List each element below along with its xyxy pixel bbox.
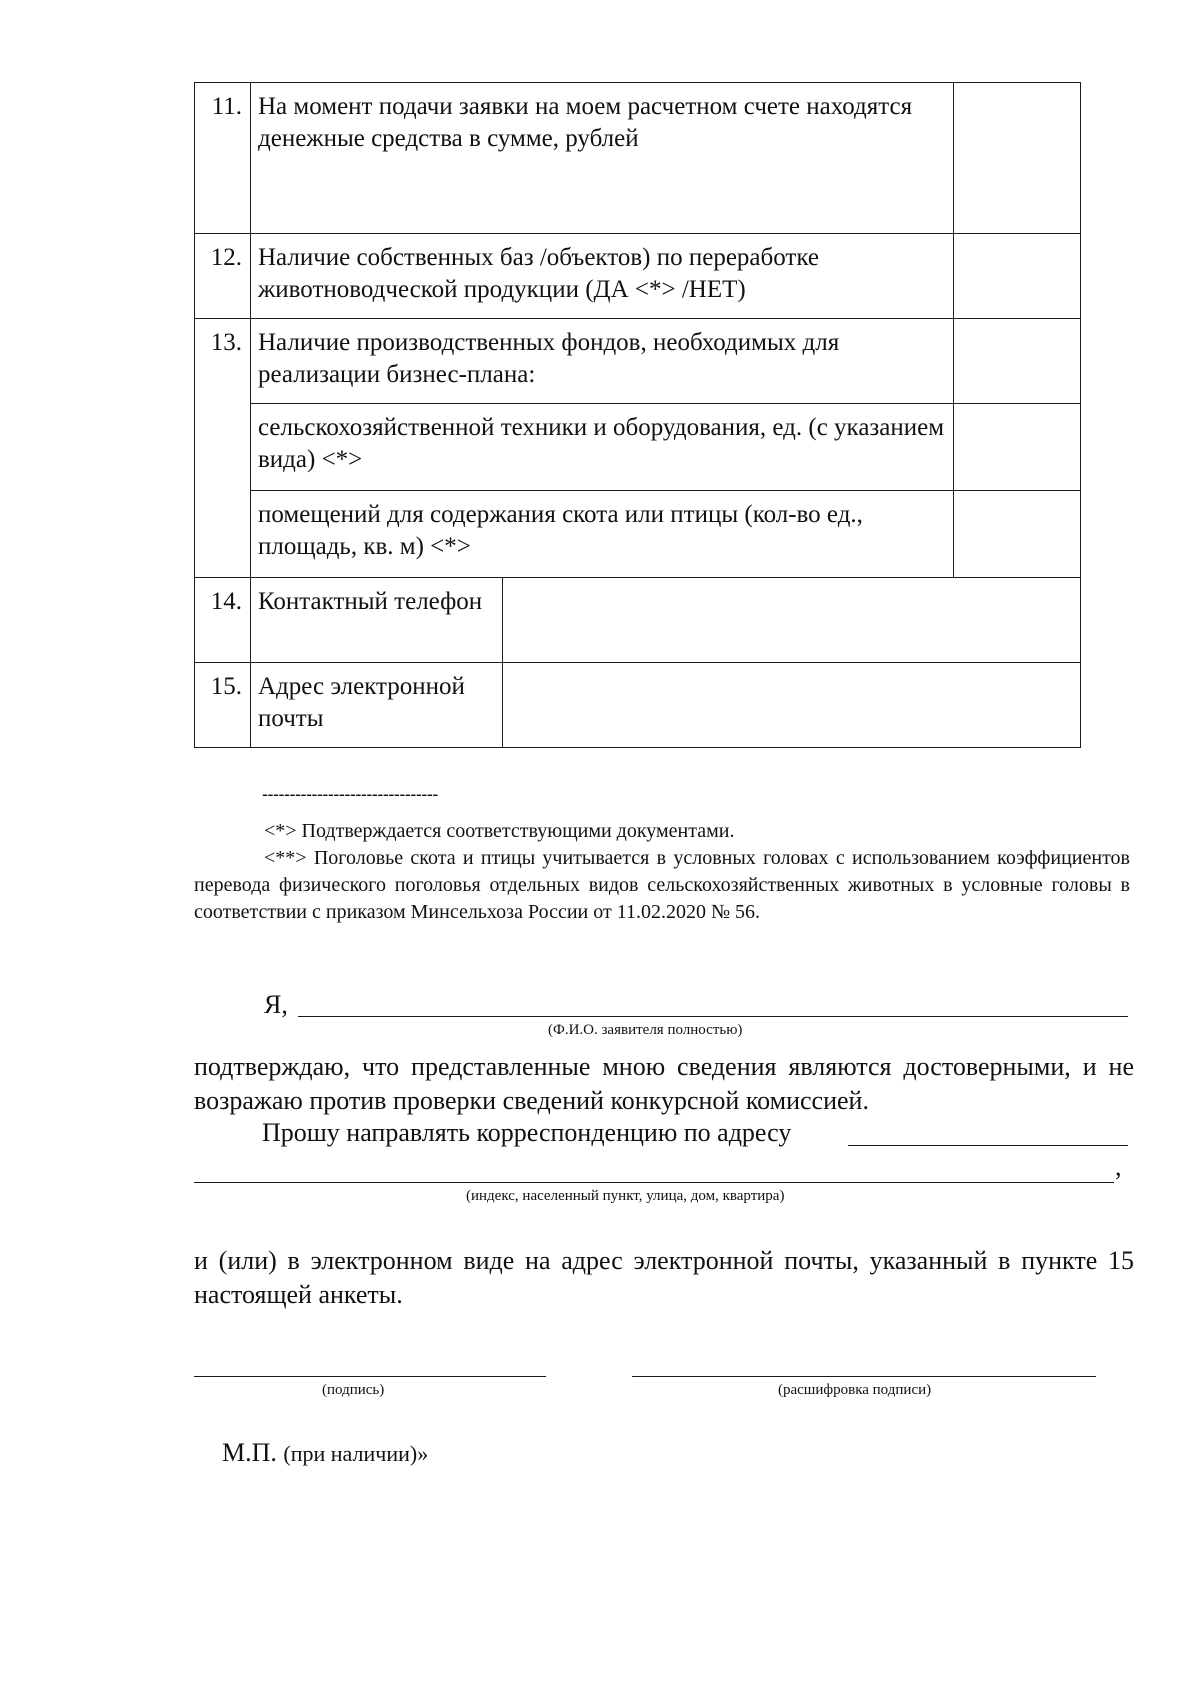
row-label: На момент подачи заявки на моем расчетном счете находятся денежные средства в сумме, рублей xyxy=(251,83,954,234)
fio-line[interactable] xyxy=(298,1016,1128,1017)
signature-decode-caption: (расшифровка подписи) xyxy=(778,1382,932,1398)
answer-cell[interactable] xyxy=(954,83,1081,234)
footnotes xyxy=(194,818,1130,926)
fio-caption: (Ф.И.О. заявителя полностью) xyxy=(548,1022,743,1038)
email-text: и (или) в электронном виде на адрес электронной почты, указанный в пункте 15 настоящей анкеты. xyxy=(194,1246,1134,1309)
answer-cell[interactable] xyxy=(954,404,1081,491)
confirm-text xyxy=(194,1050,1134,1118)
footnote-separator: -------------------------------- xyxy=(262,784,438,804)
declaration-ya: Я, xyxy=(264,990,288,1019)
row-label: помещений для содержания скота или птицы (кол-во ед., площадь, кв. м) <*> xyxy=(251,491,954,578)
stamp-mp: М.П. xyxy=(222,1438,277,1467)
request-text: Прошу направлять корреспонденцию по адресу xyxy=(262,1118,792,1147)
signature-decode-line[interactable] xyxy=(632,1376,1096,1377)
address-caption: (индекс, населенный пункт, улица, дом, квартира) xyxy=(466,1188,785,1204)
row-label: сельскохозяйственной техники и оборудования, ед. (с указанием вида) <*> xyxy=(251,404,954,491)
footnote-2: <**> Поголовье скота и птицы учитывается в условных головах с использованием коэффициентов перевода физического поголовья отдельных видов сельскохозяйственных животных в условные головы в соответствии с приказом Минсельхоза России от 11.02.2020 № 56. xyxy=(194,847,1130,923)
footnote-1: <*> Подтверждается соответствующими документами. xyxy=(264,820,735,842)
table-row xyxy=(195,578,1081,663)
signature-line[interactable] xyxy=(194,1376,546,1377)
signature-caption: (подпись) xyxy=(322,1382,385,1398)
table-row xyxy=(195,83,1081,234)
address-line-1[interactable] xyxy=(848,1145,1128,1146)
answer-cell[interactable] xyxy=(954,234,1081,319)
row-number: 14. xyxy=(195,578,251,663)
row-label: Наличие собственных баз /объектов) по переработке животноводческой продукции (ДА <*> /НЕТ) xyxy=(251,234,954,319)
questionnaire-table xyxy=(194,82,1081,748)
row-label: Наличие производственных фондов, необходимых для реализации бизнес-плана: xyxy=(251,319,954,404)
answer-cell[interactable] xyxy=(954,319,1081,404)
row-label: Контактный телефон xyxy=(251,578,503,663)
answer-cell[interactable] xyxy=(503,578,1081,663)
stamp-placeholder xyxy=(222,1438,428,1468)
answer-cell[interactable] xyxy=(503,663,1081,748)
row-number: 11. xyxy=(195,83,251,234)
table-row xyxy=(195,234,1081,319)
row-label: Адрес электронной почты xyxy=(251,663,503,748)
table-row xyxy=(195,491,1081,578)
table-row xyxy=(195,663,1081,748)
confirm-paragraph: подтверждаю, что представленные мною сведения являются достоверными, и не возражаю против проверки сведений конкурсной комиссией. xyxy=(194,1052,1134,1115)
row-number: 13. xyxy=(195,319,251,578)
row-number: 15. xyxy=(195,663,251,748)
address-comma: , xyxy=(1115,1152,1122,1181)
table-row xyxy=(195,404,1081,491)
answer-cell[interactable] xyxy=(954,491,1081,578)
stamp-note: (при наличии)» xyxy=(283,1441,429,1466)
row-number: 12. xyxy=(195,234,251,319)
table-row xyxy=(195,319,1081,404)
address-line-2[interactable] xyxy=(194,1182,1114,1183)
